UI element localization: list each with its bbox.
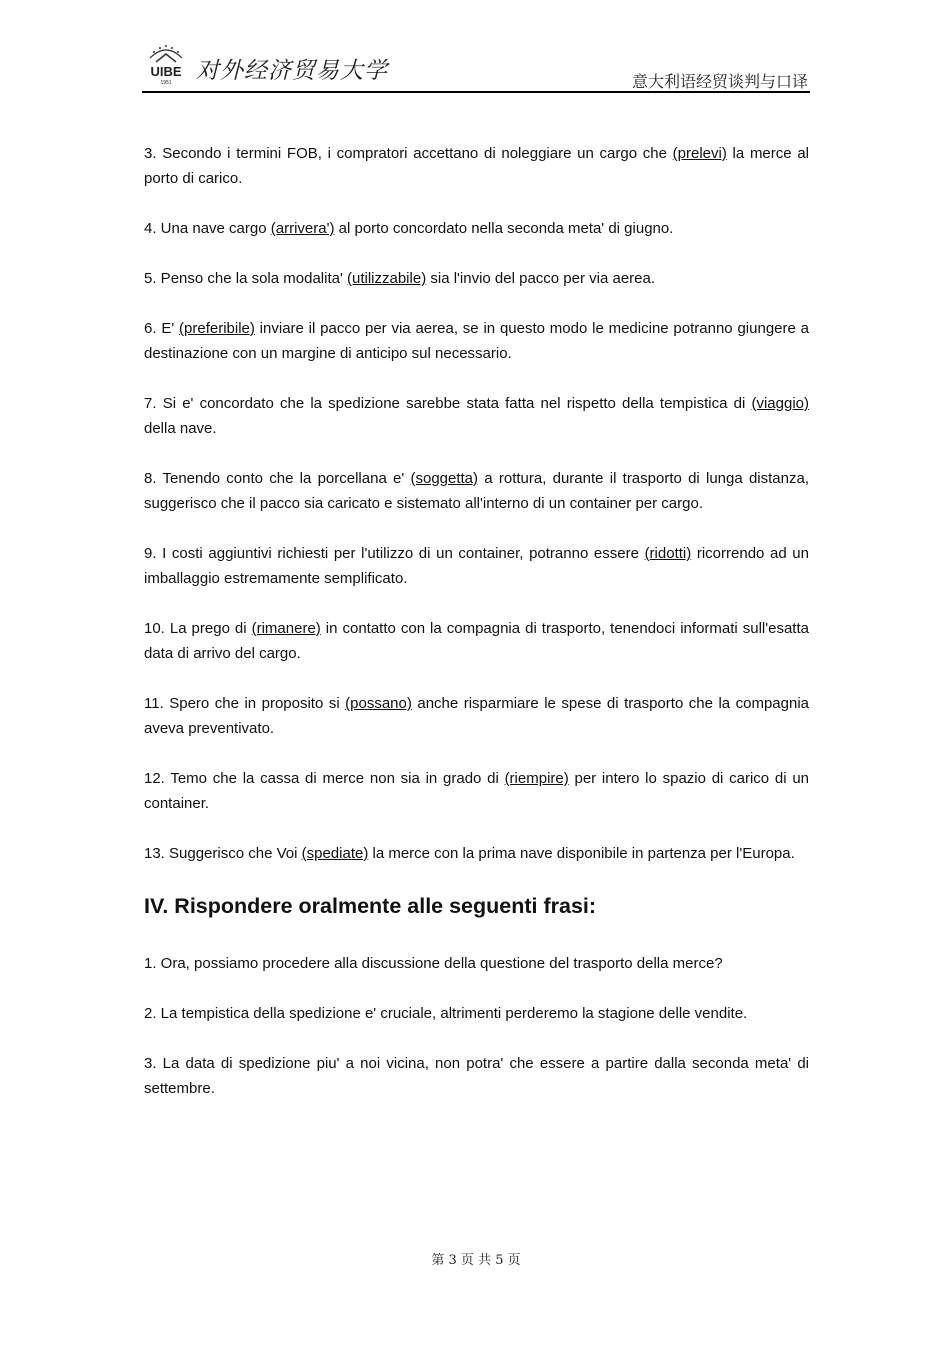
- exercise-text-after: anche risparmiare le spese di trasporto che la compagnia aveva preventivato.: [144, 695, 810, 737]
- exercise-text-before: Penso che la sola modalita': [156, 270, 347, 287]
- exercise-text-after: per intero lo spazio di carico di un container.: [144, 770, 810, 812]
- exercise-text-before: Temo che la cassa di merce non sia in grado di: [164, 770, 505, 787]
- exercise-answer: (viaggio): [751, 395, 809, 412]
- exercise-text-before: Suggerisco che Voi: [164, 845, 302, 862]
- exercise-item: [144, 541, 809, 591]
- exercise-list: [144, 141, 809, 866]
- course-title: 意大利语经贸谈判与口译: [631, 74, 808, 91]
- exercise-text-before: Si e' concordato che la spedizione sarebbe stata fatta nel rispetto della tempistica di: [156, 395, 752, 412]
- exercise-item: [144, 616, 809, 666]
- page-header: [142, 40, 810, 92]
- exercise-text-after: la merce al porto di carico.: [144, 145, 809, 187]
- exercise-answer: (soggetta): [410, 470, 479, 487]
- exercise-answer: (ridotti): [644, 545, 692, 562]
- exercise-number: 5.: [144, 270, 157, 287]
- exercise-text-after: inviare il pacco per via aerea, se in questo modo le medicine potranno giungere a destinazione con un margine di anticipo sul necessario.: [144, 320, 809, 362]
- page-footer: 第 3 页 共 5 页: [431, 1253, 521, 1268]
- exercise-answer: (prelevi): [672, 145, 727, 162]
- exercise-item: [144, 266, 809, 291]
- section-heading: IV. Rispondere oralmente alle seguenti frasi:: [144, 894, 597, 918]
- exercise-number: 11.: [144, 695, 164, 712]
- exercise-answer: (utilizzabile): [347, 270, 427, 287]
- exercise-number: 7.: [144, 395, 157, 412]
- exercise-item: [144, 466, 809, 516]
- exercise-text-after: della nave.: [144, 420, 217, 437]
- exercise-text-after: a rottura, durante il trasporto di lunga distanza, suggerisco che il pacco sia caricato e sistemato all'interno di un container per cargo.: [144, 470, 809, 512]
- exercise-text-before: I costi aggiuntivi richiesti per l'utilizzo di un container, potranno essere: [156, 545, 645, 562]
- exercise-number: 3.: [144, 145, 157, 162]
- exercise-text-after: ricorrendo ad un imballaggio estremamente semplificato.: [144, 545, 809, 587]
- exercise-text-before: Una nave cargo: [156, 220, 271, 237]
- exercise-item: [144, 216, 809, 241]
- exercise-item: [144, 316, 809, 366]
- exercise-answer: (possano): [345, 695, 412, 712]
- exercise-number: 4.: [144, 220, 157, 237]
- exercise-text-after: sia l'invio del pacco per via aerea.: [426, 270, 656, 287]
- exercise-number: 8.: [144, 470, 157, 487]
- exercise-answer: (spediate): [301, 845, 369, 862]
- exercise-item: [144, 766, 809, 816]
- logo-text: UIBE: [150, 64, 182, 79]
- exercise-number: 6.: [144, 320, 157, 337]
- university-logo-icon: [142, 40, 190, 86]
- oral-question-item: 1. Ora, possiamo procedere alla discussione della questione del trasporto della merce?: [144, 955, 723, 972]
- exercise-text-before: Tenendo conto che la porcellana e': [156, 470, 411, 487]
- exercise-text-after: la merce con la prima nave disponibile in partenza per l'Europa.: [368, 845, 795, 862]
- exercise-text-after: al porto concordato nella seconda meta' di giugno.: [334, 220, 674, 237]
- exercise-item: [144, 141, 809, 191]
- exercise-number: 10.: [144, 620, 165, 637]
- exercise-item: [144, 841, 809, 866]
- header-divider: [142, 91, 810, 93]
- exercise-answer: (riempire): [504, 770, 569, 787]
- exercise-answer: (rimanere): [251, 620, 321, 637]
- exercise-text-before: La prego di: [164, 620, 252, 637]
- exercise-number: 12.: [144, 770, 165, 787]
- exercise-answer: (preferibile): [179, 320, 255, 337]
- exercise-number: 13.: [144, 845, 165, 862]
- exercise-item: [144, 391, 809, 441]
- page-content: [144, 141, 809, 1126]
- logo-year: 1951: [160, 80, 172, 86]
- exercise-text-after: in contatto con la compagnia di trasporto, tenendoci informati sull'esatta data di arrivo del cargo.: [144, 620, 809, 662]
- oral-question-item: 3. La data di spedizione piu' a noi vicina, non potra' che essere a partire dalla seconda meta' di settembre.: [144, 1055, 809, 1097]
- exercise-text-before: E': [156, 320, 180, 337]
- exercise-text-before: Spero che in proposito si: [163, 695, 346, 712]
- exercise-item: [144, 691, 809, 741]
- university-name: 对外经济贸易大学: [196, 58, 388, 84]
- oral-question-item: 2. La tempistica della spedizione e' cruciale, altrimenti perderemo la stagione delle vendite.: [144, 1005, 748, 1022]
- exercise-number: 9.: [144, 545, 157, 562]
- exercise-text-before: Secondo i termini FOB, i compratori accettano di noleggiare un cargo che: [156, 145, 673, 162]
- exercise-answer: (arrivera'): [270, 220, 335, 237]
- oral-questions-list: [144, 951, 809, 1101]
